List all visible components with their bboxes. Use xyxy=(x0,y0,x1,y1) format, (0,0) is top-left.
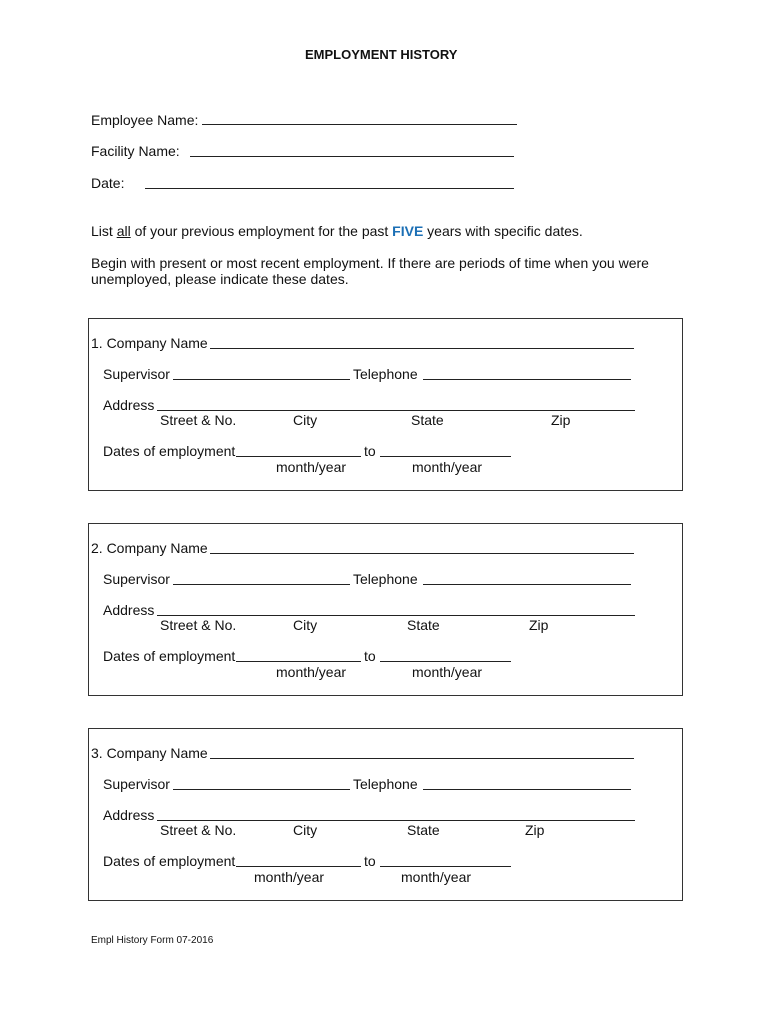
telephone-label-2: Telephone xyxy=(353,571,418,587)
company-name-field-3[interactable] xyxy=(210,758,634,759)
date-to-field-2[interactable] xyxy=(380,661,511,662)
date-from-field-1[interactable] xyxy=(236,456,361,457)
city-caption-3: City xyxy=(293,822,318,838)
address-label-2: Address xyxy=(103,602,155,618)
company-name-label-1: 1. Company Name xyxy=(91,335,208,351)
to-label-3: to xyxy=(364,853,376,869)
dates-label-3: Dates of employment xyxy=(103,853,236,869)
telephone-label-3: Telephone xyxy=(353,776,418,792)
from-month-year-caption-1: month/year xyxy=(276,459,347,475)
date-from-field-3[interactable] xyxy=(236,866,361,867)
employee-name-label: Employee Name: xyxy=(91,112,199,128)
state-caption-2: State xyxy=(407,617,440,633)
instr-five: FIVE xyxy=(392,223,424,239)
from-month-year-caption-3: month/year xyxy=(254,869,325,885)
dates-label-2: Dates of employment xyxy=(103,648,236,664)
supervisor-field-3[interactable] xyxy=(173,789,350,790)
address-field-1[interactable] xyxy=(157,410,635,411)
form-footer: Empl History Form 07-2016 xyxy=(91,935,214,946)
street-caption-1: Street & No. xyxy=(160,412,237,428)
address-label-1: Address xyxy=(103,397,155,413)
instr-text-3: years with specific dates. xyxy=(423,223,583,239)
instructions-line-3: unemployed, please indicate these dates. xyxy=(91,271,349,287)
state-caption-1: State xyxy=(411,412,444,428)
telephone-field-3[interactable] xyxy=(423,789,631,790)
page-title: EMPLOYMENT HISTORY xyxy=(305,47,458,62)
instr-text-2: of your previous employment for the past xyxy=(130,223,393,239)
city-caption-1: City xyxy=(293,412,318,428)
date-from-field-2[interactable] xyxy=(236,661,361,662)
from-month-year-caption-2: month/year xyxy=(276,664,347,680)
supervisor-field-1[interactable] xyxy=(173,379,350,380)
instructions-line-1 xyxy=(91,223,583,239)
zip-caption-2: Zip xyxy=(529,617,549,633)
dates-label-1: Dates of employment xyxy=(103,443,236,459)
date-to-field-3[interactable] xyxy=(380,866,511,867)
supervisor-label-3: Supervisor xyxy=(103,776,170,792)
instructions-line-2: Begin with present or most recent employment. If there are periods of time when you were xyxy=(91,255,649,271)
company-name-label-3: 3. Company Name xyxy=(91,745,208,761)
to-label-2: to xyxy=(364,648,376,664)
state-caption-3: State xyxy=(407,822,440,838)
company-name-field-2[interactable] xyxy=(210,553,634,554)
to-month-year-caption-3: month/year xyxy=(401,869,472,885)
telephone-field-2[interactable] xyxy=(423,584,631,585)
date-field[interactable] xyxy=(145,188,514,189)
to-month-year-caption-1: month/year xyxy=(412,459,483,475)
company-name-label-2: 2. Company Name xyxy=(91,540,208,556)
facility-name-label: Facility Name: xyxy=(91,143,180,159)
city-caption-2: City xyxy=(293,617,318,633)
instr-text-1: List xyxy=(91,223,117,239)
facility-name-field[interactable] xyxy=(190,156,514,157)
street-caption-3: Street & No. xyxy=(160,822,237,838)
supervisor-label-1: Supervisor xyxy=(103,366,170,382)
company-name-field-1[interactable] xyxy=(210,348,634,349)
date-to-field-1[interactable] xyxy=(380,456,511,457)
to-label-1: to xyxy=(364,443,376,459)
instr-all: all xyxy=(116,223,131,239)
supervisor-field-2[interactable] xyxy=(173,584,350,585)
date-label: Date: xyxy=(91,175,125,191)
supervisor-label-2: Supervisor xyxy=(103,571,170,587)
address-field-2[interactable] xyxy=(157,615,635,616)
street-caption-2: Street & No. xyxy=(160,617,237,633)
to-month-year-caption-2: month/year xyxy=(412,664,483,680)
zip-caption-1: Zip xyxy=(551,412,571,428)
zip-caption-3: Zip xyxy=(525,822,545,838)
employee-name-field[interactable] xyxy=(202,124,517,125)
telephone-label-1: Telephone xyxy=(353,366,418,382)
address-field-3[interactable] xyxy=(157,820,635,821)
address-label-3: Address xyxy=(103,807,155,823)
telephone-field-1[interactable] xyxy=(423,379,631,380)
